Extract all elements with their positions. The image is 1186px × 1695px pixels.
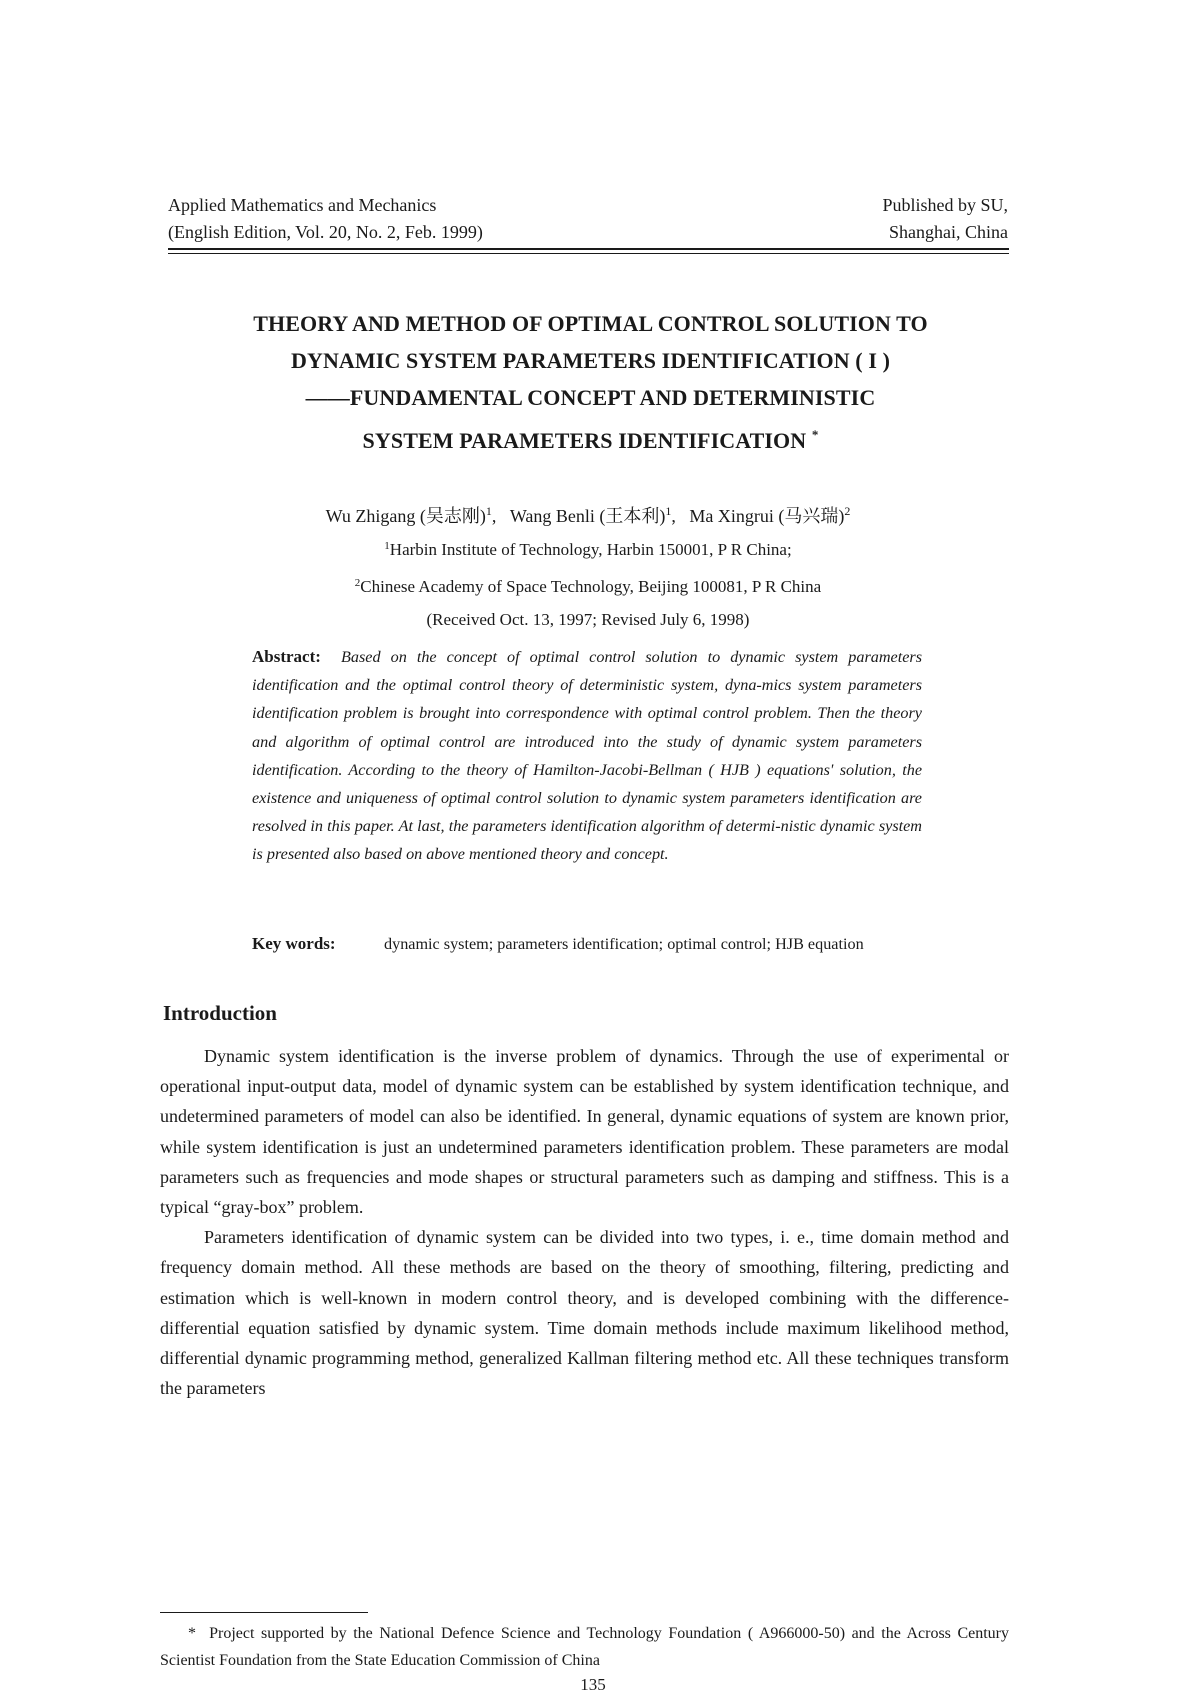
journal-issue: (English Edition, Vol. 20, No. 2, Feb. 1999) (168, 222, 483, 242)
author-1: Wu Zhigang (吴志刚) (325, 506, 486, 526)
abstract-text: Based on the concept of optimal control solution to dynamic system parameters identification and the optimal control theory of deterministic system, dyna-mics system parameters identification problem is brought into correspondence with optimal control problem. Then the theory and algorithm of optimal control are introduced into the study of dynamic system parameters identification. According to the theory of Hamilton-Jacobi-Bellman ( HJB ) equations' solution, the existence and uniqueness of optimal control solution to dynamic system parameters identification are resolved in this paper. At last, the parameters identification algorithm of determi-nistic dynamic system is presented also based on above mentioned theory and concept. (252, 648, 923, 864)
affiliation-1-mark: 1 (384, 540, 390, 552)
header-rule-thick (168, 248, 1009, 250)
introduction-body (160, 1041, 1009, 1403)
title-line-2: DYNAMIC SYSTEM PARAMETERS IDENTIFICATION ( I ) (290, 348, 891, 373)
affiliation-1 (168, 533, 1008, 563)
author-3: Ma Xingrui (马兴瑞) (689, 506, 845, 526)
footnote (160, 1620, 1009, 1674)
journal-info (168, 192, 483, 246)
title-line-4 (168, 416, 1013, 459)
author-1-affil: 1 (485, 504, 492, 518)
author-separator: , (671, 506, 676, 526)
footnote-mark: * (188, 1625, 196, 1642)
title-line-1: THEORY AND METHOD OF OPTIMAL CONTROL SOLUTION TO (253, 311, 928, 336)
section-heading-introduction: Introduction (163, 1001, 277, 1025)
author-2-affil: 1 (665, 504, 672, 518)
keywords-label: Key words: (252, 934, 336, 953)
affiliation-2-mark: 2 (354, 577, 361, 589)
paragraph: Dynamic system identification is the inverse problem of dynamics. Through the use of experimental or operational input-output data, model of dynamic system can be established by system identification technique, and undetermined parameters of model can also be identified. In general, dynamic equations of system are known prior, while system identification is just an undetermined parameters identification problem. These parameters are modal parameters such as frequencies and mode shapes or structural parameters such as damping and stiffness. This is a typical “gray-box” problem. (160, 1046, 1009, 1218)
publisher-info (882, 192, 1008, 246)
footnote-rule (160, 1612, 368, 1613)
page-number: 135 (580, 1675, 606, 1694)
journal-name: Applied Mathematics and Mechanics (168, 195, 437, 215)
publisher-location: Shanghai, China (889, 222, 1008, 242)
title-line-4-text: SYSTEM PARAMETERS IDENTIFICATION (362, 428, 807, 453)
title-footnote-mark: * (811, 427, 819, 442)
affiliation-1-text: Harbin Institute of Technology, Harbin 150001, P R China; (389, 540, 792, 559)
received-dates: (Received Oct. 13, 1997; Revised July 6, 1998) (426, 610, 750, 629)
affiliation-2-text: Chinese Academy of Space Technology, Beijing 100081, P R China (360, 577, 822, 596)
paragraph: Parameters identification of dynamic system can be divided into two types, i. e., time domain method and frequency domain method. All these methods are based on the theory of smoothing, filtering, predicting and estimation which is well-known in modern control theory, and is developed combining with the difference-differential equation satisfied by dynamic system. Time domain methods include maximum likelihood method, differential dynamic programming method, generalized Kallman filtering method etc. All these techniques transform the parameters (160, 1227, 1009, 1399)
publisher-name: Published by SU, (882, 195, 1008, 215)
abstract-label: Abstract: (252, 647, 321, 666)
header-rule-thin (168, 253, 1009, 254)
author-3-affil: 2 (844, 504, 851, 518)
footnote-text: Project supported by the National Defence Science and Technology Foundation ( A966000-50) and the Across Century Scientist Foundation from the State Education Commission of China (160, 1625, 1010, 1669)
keywords-value: dynamic system; parameters identification; optimal control; HJB equation (384, 935, 864, 953)
paper-title (168, 305, 1013, 459)
author-list (168, 496, 1008, 531)
abstract (252, 643, 922, 869)
author-separator: , (491, 506, 497, 526)
title-line-3: ——FUNDAMENTAL CONCEPT AND DETERMINISTIC (305, 385, 876, 410)
author-2: Wang Benli (王本利) (509, 506, 666, 526)
affiliation-2 (168, 570, 1008, 600)
